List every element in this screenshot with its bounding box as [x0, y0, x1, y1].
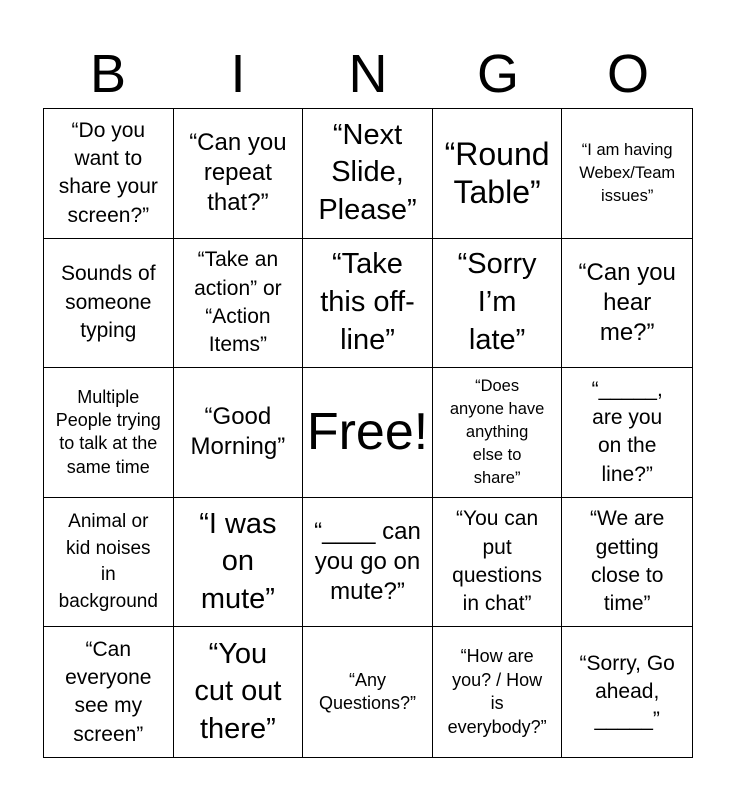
- bingo-cell: [433, 627, 563, 757]
- cell-text: “Do you want to share your screen?”: [58, 118, 158, 227]
- bingo-cell: [433, 109, 563, 239]
- bingo-cell: [174, 109, 304, 239]
- bingo-header: [43, 40, 693, 108]
- free-space-text: Free!: [306, 402, 429, 461]
- bingo-cell: [433, 498, 563, 628]
- cell-text: “How are you? / How is everybody?”: [447, 646, 547, 737]
- bingo-cell: [174, 368, 304, 498]
- cell-text: “Sorry, Go ahead, _____”: [579, 651, 675, 732]
- bingo-cell: [44, 627, 174, 757]
- bingo-cell: [174, 627, 304, 757]
- header-letter-b: B: [89, 44, 127, 104]
- cell-text: “Any Questions?”: [318, 669, 417, 714]
- cell-text: “Take this off- line”: [320, 248, 415, 356]
- bingo-cell: [174, 239, 304, 369]
- cell-text: “Can you repeat that?”: [189, 129, 287, 217]
- cell-text: Animal or kid noises in background: [58, 510, 158, 612]
- cell-text: “Can you hear me?”: [578, 258, 676, 346]
- bingo-cell: [44, 239, 174, 369]
- bingo-cell: [44, 498, 174, 628]
- cell-text: “Take an action” or “Action Items”: [194, 248, 282, 357]
- bingo-cell: [433, 368, 563, 498]
- header-letter-o: O: [606, 44, 649, 104]
- cell-text: “We are getting close to time”: [590, 507, 665, 616]
- cell-text: “I am having Webex/Team issues”: [579, 140, 676, 205]
- cell-text: “Round Table”: [444, 135, 550, 211]
- cell-text: “Good Morning”: [190, 403, 286, 461]
- cell-text: “Sorry I’m late”: [457, 248, 537, 356]
- cell-text: Sounds of someone typing: [61, 262, 156, 343]
- header-letter-i: I: [230, 44, 246, 104]
- bingo-cell: [303, 239, 433, 369]
- cell-text: “You cut out there”: [194, 637, 282, 746]
- cell-text: Multiple People trying to talk at the same time: [55, 386, 161, 477]
- cell-text: “Next Slide, Please”: [318, 118, 417, 227]
- bingo-cell: [433, 239, 563, 369]
- bingo-cell: [562, 627, 692, 757]
- header-letter-n: N: [348, 44, 388, 104]
- cell-text: “You can put questions in chat”: [452, 507, 543, 616]
- bingo-card-grid: [43, 108, 693, 758]
- bingo-cell: [562, 239, 692, 369]
- bingo-cell: [303, 109, 433, 239]
- bingo-cell: [562, 368, 692, 498]
- cell-text: “Does anyone have anything else to share”: [449, 376, 545, 488]
- bingo-cell: [303, 627, 433, 757]
- bingo-cell: [44, 368, 174, 498]
- bingo-cell: [562, 109, 692, 239]
- bingo-cell: [174, 498, 304, 628]
- bingo-cell free-space: [303, 368, 433, 498]
- bingo-cell: [303, 498, 433, 628]
- bingo-cell: [562, 498, 692, 628]
- cell-text: “Can everyone see my screen”: [65, 637, 152, 746]
- bingo-cell: [44, 109, 174, 239]
- header-letter-g: G: [476, 44, 519, 104]
- cell-text: “____ can you go on mute?”: [314, 518, 421, 606]
- cell-text: “I was on mute”: [199, 507, 277, 615]
- cell-text: “_____, are you on the line?”: [591, 377, 663, 486]
